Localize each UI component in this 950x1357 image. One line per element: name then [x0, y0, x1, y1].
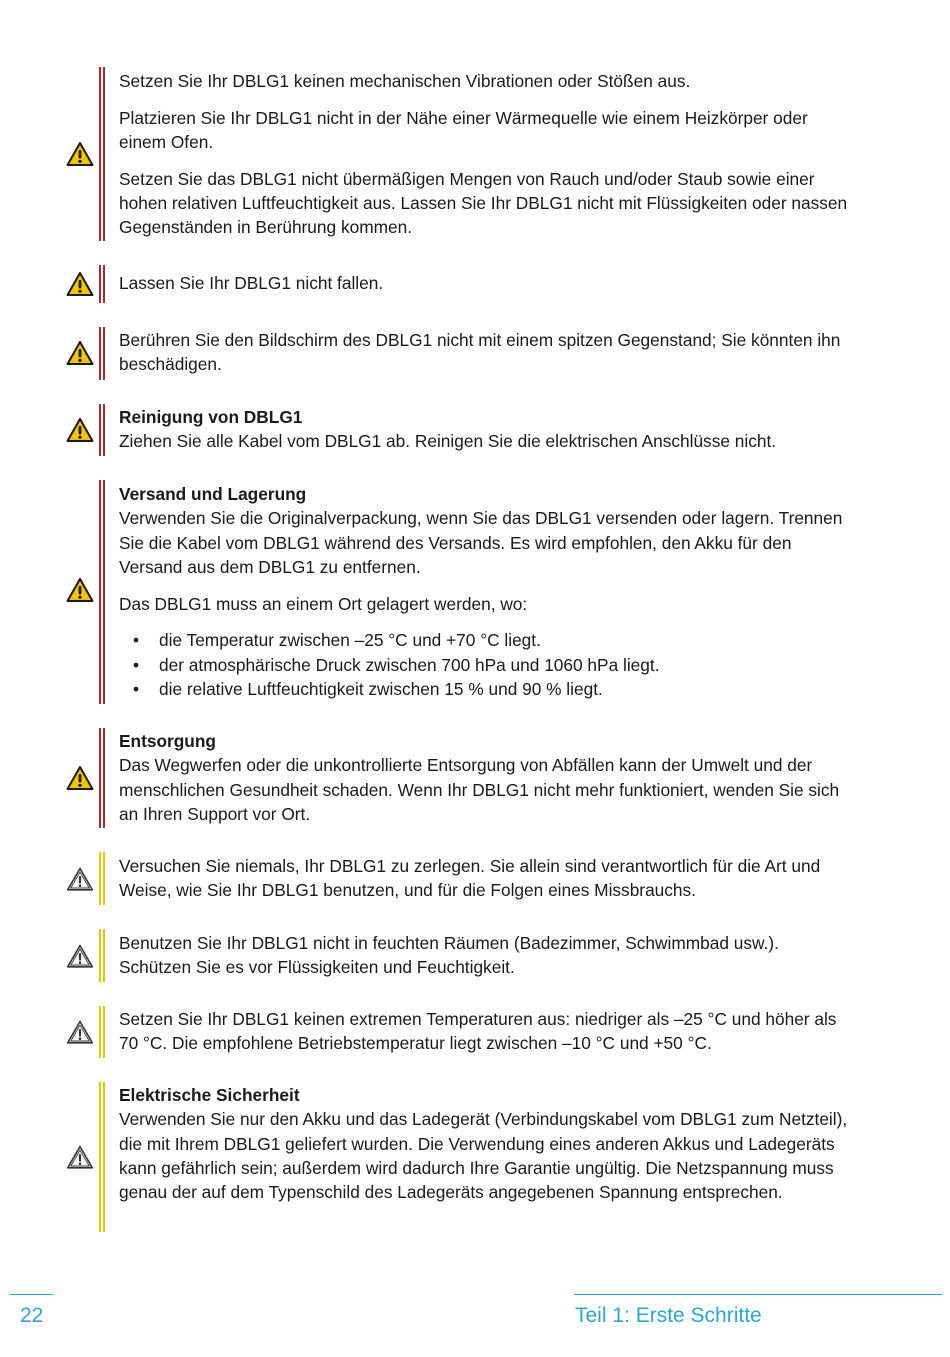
severity-bar [99, 728, 105, 828]
severity-bar [99, 852, 105, 905]
notice-text [119, 69, 849, 240]
notice-paragraph: Versuchen Sie niemals, Ihr DBLG1 zu zerlegen. Sie allein sind verantwortlich für die Art und Weise, wie Sie Ihr DBLG1 benutzen, und für die Folgen eines Missbrauchs. [119, 856, 821, 901]
severity-bar [99, 1082, 105, 1232]
notice-text [119, 729, 849, 826]
section-title: Teil 1: Erste Schritte [575, 1304, 762, 1327]
warning-triangle-outline-icon [66, 866, 94, 892]
warning-triangle-filled-icon [66, 141, 94, 167]
notice-paragraph: Das DBLG1 muss an einem Ort gelagert werden, wo: [119, 593, 528, 614]
notice-paragraph: Berühren Sie den Bildschirm des DBLG1 nicht mit einem spitzen Gegenstand; Sie könnten ihn beschädigen. [119, 330, 841, 375]
safety-notice [0, 1082, 950, 1232]
footer-rule-left [10, 1294, 53, 1295]
severity-bar [99, 929, 105, 982]
severity-bar [99, 265, 105, 303]
severity-bar [99, 327, 105, 380]
warning-triangle-filled-icon [66, 340, 94, 366]
page-number: 22 [20, 1304, 44, 1327]
notice-paragraph: Ziehen Sie alle Kabel vom DBLG1 ab. Reinigen Sie die elektrischen Anschlüsse nicht. [119, 431, 777, 452]
notice-heading: Elektrische Sicherheit [119, 1085, 300, 1105]
list-item: • der atmosphärische Druck zwischen 700 hPa und 1060 hPa liegt. [159, 653, 849, 677]
warning-triangle-filled-icon [66, 271, 94, 297]
notice-text [119, 405, 849, 454]
safety-notice [0, 404, 950, 456]
list-item: • die relative Luftfeuchtigkeit zwischen 15 % und 90 % liegt. [159, 677, 849, 701]
severity-bar [99, 67, 105, 241]
notice-heading: Reinigung von DBLG1 [119, 407, 303, 427]
notice-paragraph: Das Wegwerfen oder die unkontrollierte Entsorgung von Abfällen kann der Umwelt und der menschlichen Gesundheit schaden. Wenn Ihr DBLG1 nicht mehr funktioniert, wenden Sie sich an Ihren Support vor Ort. [119, 755, 840, 824]
notice-heading: Versand und Lagerung [119, 484, 307, 504]
safety-notice [0, 852, 950, 905]
warning-triangle-outline-icon [66, 1144, 94, 1170]
severity-bar [99, 1006, 105, 1058]
notice-paragraph: Setzen Sie das DBLG1 nicht übermäßigen Mengen von Rauch und/oder Staub sowie einer hohen relativen Luftfeuchtigkeit aus. Lassen Sie Ihr DBLG1 nicht mit Flüssigkeiten oder nassen Gegenständen in Berührung kommen. [119, 168, 848, 238]
notice-paragraph: Setzen Sie Ihr DBLG1 keinen mechanischen Vibrationen oder Stößen aus. [119, 71, 691, 91]
notice-paragraph: Verwenden Sie nur den Akku und das Ladegerät (Verbindungskabel vom DBLG1 zum Netzteil), die mit Ihrem DBLG1 geliefert wurden. Die Verwendung eines anderen Akkus und Ladegeräts kann gefährlich sein; außerdem wird dadurch Ihre Garantie ungültig. Die Netzspannung muss genau der auf dem Typenschild des Ladegeräts angegebenen Spannung entsprechen. [119, 1109, 848, 1203]
safety-notice [0, 929, 950, 982]
storage-conditions-list [119, 628, 849, 701]
safety-notice [0, 265, 950, 303]
notice-text [119, 328, 849, 377]
safety-notice [0, 480, 950, 704]
warning-triangle-filled-icon [66, 577, 94, 603]
notice-text [119, 1083, 849, 1204]
notice-paragraph: Platzieren Sie Ihr DBLG1 nicht in der Nähe einer Wärmequelle wie einem Heizkörper oder einem Ofen. [119, 107, 808, 153]
notice-paragraph: Setzen Sie Ihr DBLG1 keinen extremen Temperaturen aus: niedriger als –25 °C und höher als 70 °C. Die empfohlene Betriebstemperatur liegt zwischen –10 °C und +50 °C. [119, 1009, 837, 1054]
notice-heading: Entsorgung [119, 731, 216, 751]
severity-bar [99, 404, 105, 456]
notice-paragraph: Verwenden Sie die Originalverpackung, wenn Sie das DBLG1 versenden oder lagern. Trennen Sie die Kabel vom DBLG1 während des Versands. Es wird empfohlen, den Akku für den Versand aus dem DBLG1 zu entfernen. [119, 508, 843, 577]
warning-triangle-outline-icon [66, 943, 94, 969]
safety-notice [0, 1006, 950, 1058]
list-item: • die Temperatur zwischen –25 °C und +70 °C liegt. [159, 628, 849, 652]
notice-text [119, 854, 849, 903]
notice-paragraph: Lassen Sie Ihr DBLG1 nicht fallen. [119, 273, 384, 293]
notice-paragraph: Benutzen Sie Ihr DBLG1 nicht in feuchten Räumen (Badezimmer, Schwimmbad usw.). Schützen Sie es vor Flüssigkeiten und Feuchtigkeit. [119, 933, 779, 978]
safety-notice [0, 728, 950, 828]
warning-triangle-filled-icon [66, 765, 94, 791]
notice-text [119, 1007, 849, 1056]
safety-notice [0, 327, 950, 380]
notice-text [119, 271, 849, 295]
footer-rule-right [574, 1294, 942, 1295]
notice-text [119, 931, 849, 980]
safety-notice [0, 67, 950, 241]
warning-triangle-filled-icon [66, 417, 94, 443]
severity-bar [99, 480, 105, 704]
warning-triangle-outline-icon [66, 1019, 94, 1045]
notice-text [119, 482, 849, 701]
